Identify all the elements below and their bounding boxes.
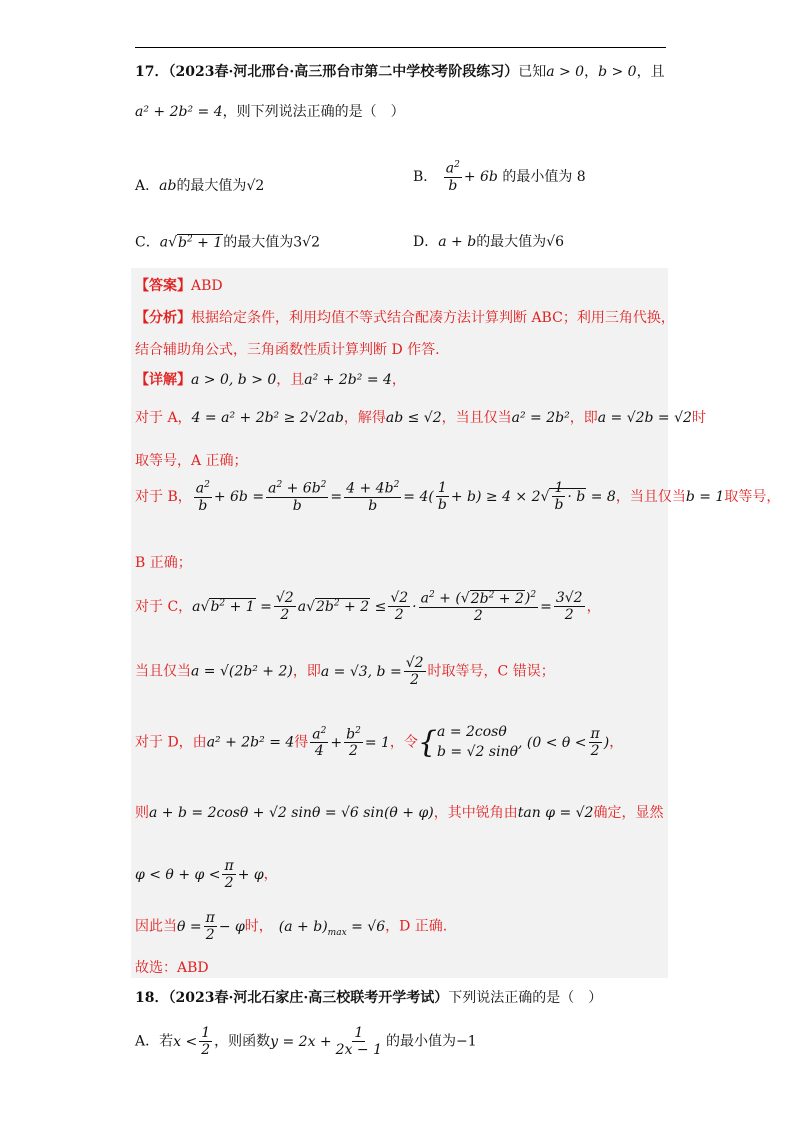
question-18-number: 18． xyxy=(135,990,169,1006)
detail-d-then: 则 xyxy=(135,805,149,821)
question-18-source: （2023春·河北石家庄·高三校联考开学考试） xyxy=(168,990,449,1006)
detail-b-chain: $\frac{a^2}{b}$ + 6b = $\frac{a^2 + 6b^2}{b}$ = $\frac{4 + 4b^2}{b}$ = 4( $\frac{1}{b}$ + b) ≥ 4 × 2√ $\frac{1}{b}$ · b = 8 xyxy=(195,480,616,514)
answer-label: 【答案】 xyxy=(135,278,191,294)
q18-option-a[interactable] xyxy=(135,1025,477,1058)
detail-d-line-4 xyxy=(135,910,447,943)
detail-a-solve: ，解得 xyxy=(343,410,386,426)
detail-c-comma: ， xyxy=(586,598,601,615)
analysis-text-1: 根据给定条件，利用均值不等式结合配凑方法计算判断 ABC；利用三角代换， xyxy=(191,310,675,326)
option-c-label: C． xyxy=(135,234,160,251)
detail-cond: a > 0, b > 0 xyxy=(191,372,277,388)
detail-b-line xyxy=(135,480,780,514)
detail-d-eq: a² + 2b² = 4 xyxy=(206,734,295,751)
option-c-text: 的最大值为 xyxy=(223,234,294,251)
final-answer: 故选：ABD xyxy=(135,960,209,976)
cond-b: b > 0 xyxy=(598,64,637,80)
detail-c-line-2 xyxy=(135,655,555,688)
detail-d-let: ，令 xyxy=(389,734,418,751)
detail-d-label: 对于 D，由 xyxy=(135,734,207,751)
analysis-line-1 xyxy=(135,310,675,327)
option-c-value: 3√2 xyxy=(293,234,320,251)
answer-value: ABD xyxy=(191,278,223,294)
detail-c-ie: ，即 xyxy=(292,663,321,680)
detail-d-comma-2: ， xyxy=(263,866,278,883)
question-17-line2 xyxy=(135,104,405,121)
option-b-text: 的最小值为 8 xyxy=(502,168,586,185)
detail-d-comma: ， xyxy=(609,734,624,751)
answer-line xyxy=(135,278,223,295)
analysis-line-2: 结合辅助角公式，三角函数性质计算判断 D 作答. xyxy=(135,342,440,358)
question-number: 17． xyxy=(135,64,169,80)
detail-d-line-2 xyxy=(135,805,663,822)
option-a-math: ab xyxy=(159,178,177,194)
q18-option-a-label: A． xyxy=(135,1033,160,1050)
detail-eq: a² + 2b² = 4 xyxy=(304,372,392,388)
detail-c-chain: $a√b^2 + 1$ = $\frac{√2}{2}$ $a√2b^2 + 2$ ≤ $\frac{√2}{2}$ · $\frac{a^2 + (√2b^2 + 2)^2}{2}$ = $\frac{3√2}{2}$ xyxy=(192,590,583,624)
detail-and: ，且 xyxy=(276,372,305,388)
and-text: ，且 xyxy=(636,64,665,80)
constraint-eq: a² + 2b² = 4 xyxy=(135,104,223,120)
option-a[interactable] xyxy=(135,178,264,195)
top-rule xyxy=(135,47,666,48)
option-a-text: 的最大值为 xyxy=(176,178,247,194)
cond-a: a > 0 xyxy=(546,64,585,80)
option-b-label: B． xyxy=(413,168,438,185)
detail-b-label: 对于 B， xyxy=(135,488,192,505)
detail-d-conclusion: ，D 正确. xyxy=(385,918,448,935)
q18-option-a-cond: x < $\frac{1}{2}$ xyxy=(173,1025,211,1059)
question-18-stem: 下列说法正确的是（ ） xyxy=(448,990,603,1006)
sep: ， xyxy=(584,64,599,80)
detail-d-obvious: 确定，显然 xyxy=(593,805,664,821)
q18-option-a-func: y = 2x + $\frac{1}{2x - 1}$ xyxy=(270,1025,382,1059)
detail-a-when: 时 xyxy=(691,410,706,426)
detail-d-when: 因此当 xyxy=(135,918,177,935)
detail-c-val: a = √3, b = $\frac{√2}{2}$ xyxy=(320,655,424,689)
question-stem: ，则下列说法正确的是（ ） xyxy=(222,104,405,120)
detail-d-get: 得 xyxy=(294,734,309,751)
option-c[interactable] xyxy=(135,234,320,251)
detail-d-max: $(a + b)_{max} = √6$ xyxy=(278,918,386,938)
detail-a-label: 对于 A， xyxy=(135,410,192,426)
option-c-math: $a√b^2 + 1$ xyxy=(159,234,223,251)
detail-a-cond: a² = 2b² xyxy=(511,410,570,426)
detail-c-line xyxy=(135,590,601,624)
q18-option-a-if: 若 xyxy=(159,1033,174,1050)
detail-d-sum: a + b = 2cosθ + √2 sinθ = √6 sin(θ + φ) xyxy=(149,805,434,821)
detail-b-cond: b = 1 xyxy=(685,488,725,505)
q18-option-a-value: −1 xyxy=(456,1033,477,1050)
detail-d-where: ，其中锐角由 xyxy=(433,805,518,821)
detail-b-conclusion: B 正确； xyxy=(135,555,192,571)
detail-a-line xyxy=(135,410,706,427)
detail-a-ie: ，即 xyxy=(569,410,598,426)
question-lead: 已知 xyxy=(518,64,547,80)
detail-d-tan: tan φ = √2 xyxy=(517,805,594,821)
q18-option-a-min-text: 的最小值为 xyxy=(386,1033,456,1050)
detail-d-time: 时， xyxy=(244,918,273,935)
option-b[interactable]: B． $\frac{a^2}{b}$ + 6b 的最小值为 8 xyxy=(413,160,586,194)
option-d-text: 的最大值为 xyxy=(476,234,547,250)
detail-c-cond: a = √(2b² + 2) xyxy=(191,663,293,680)
analysis-label: 【分析】 xyxy=(135,310,191,326)
detail-d-param: { a = 2cosθ b = √2 sinθ , (0 < θ < $\frac{\pi}{2}$ ) xyxy=(417,724,610,760)
detail-a-conclusion: 取等号，A 正确； xyxy=(135,453,248,469)
q18-option-a-func-text: ，则函数 xyxy=(214,1033,271,1050)
option-a-value: √2 xyxy=(246,178,265,194)
detail-d-range: φ < θ + φ < $\frac{\pi}{2}$ + φ xyxy=(135,858,264,892)
option-d[interactable] xyxy=(413,234,564,251)
detail-c-iff: 当且仅当 xyxy=(135,663,191,680)
option-d-label: D． xyxy=(413,234,439,250)
detail-c-label: 对于 C， xyxy=(135,598,193,615)
detail-line xyxy=(135,372,406,389)
detail-d-ellipse: $\frac{a^2}{4}$ + $\frac{b^2}{2}$ = 1 xyxy=(312,725,390,760)
detail-a-result: ab ≤ √2 xyxy=(385,410,442,426)
detail-c-conclusion: 时取等号，C 错误； xyxy=(427,663,555,680)
detail-d-line xyxy=(135,723,623,762)
question-17-line1 xyxy=(135,64,665,81)
option-d-math: a + b xyxy=(438,234,477,250)
detail-a-iff: ，当且仅当 xyxy=(441,410,512,426)
option-d-value: √6 xyxy=(546,234,565,250)
detail-b-iff: ，当且仅当 xyxy=(615,488,686,505)
detail-d-theta: θ = $\frac{\pi}{2}$ − φ xyxy=(177,910,245,944)
option-b-frac: $\frac{a^2}{b}$ xyxy=(445,160,460,194)
detail-d-line-3 xyxy=(135,858,278,891)
question-18-line1 xyxy=(135,990,602,1007)
detail-end: ， xyxy=(391,372,406,388)
question-source: （2023春·河北邢台·高三邢台市第二中学校考阶段练习） xyxy=(168,64,519,80)
option-a-label: A． xyxy=(135,178,160,194)
detail-a-val: a = √2b = √2 xyxy=(597,410,692,426)
detail-a-ineq: 4 = a² + 2b² ≥ 2√2ab xyxy=(191,410,344,426)
detail-b-eq: 取等号， xyxy=(724,488,781,505)
detail-label: 【详解】 xyxy=(135,372,191,388)
